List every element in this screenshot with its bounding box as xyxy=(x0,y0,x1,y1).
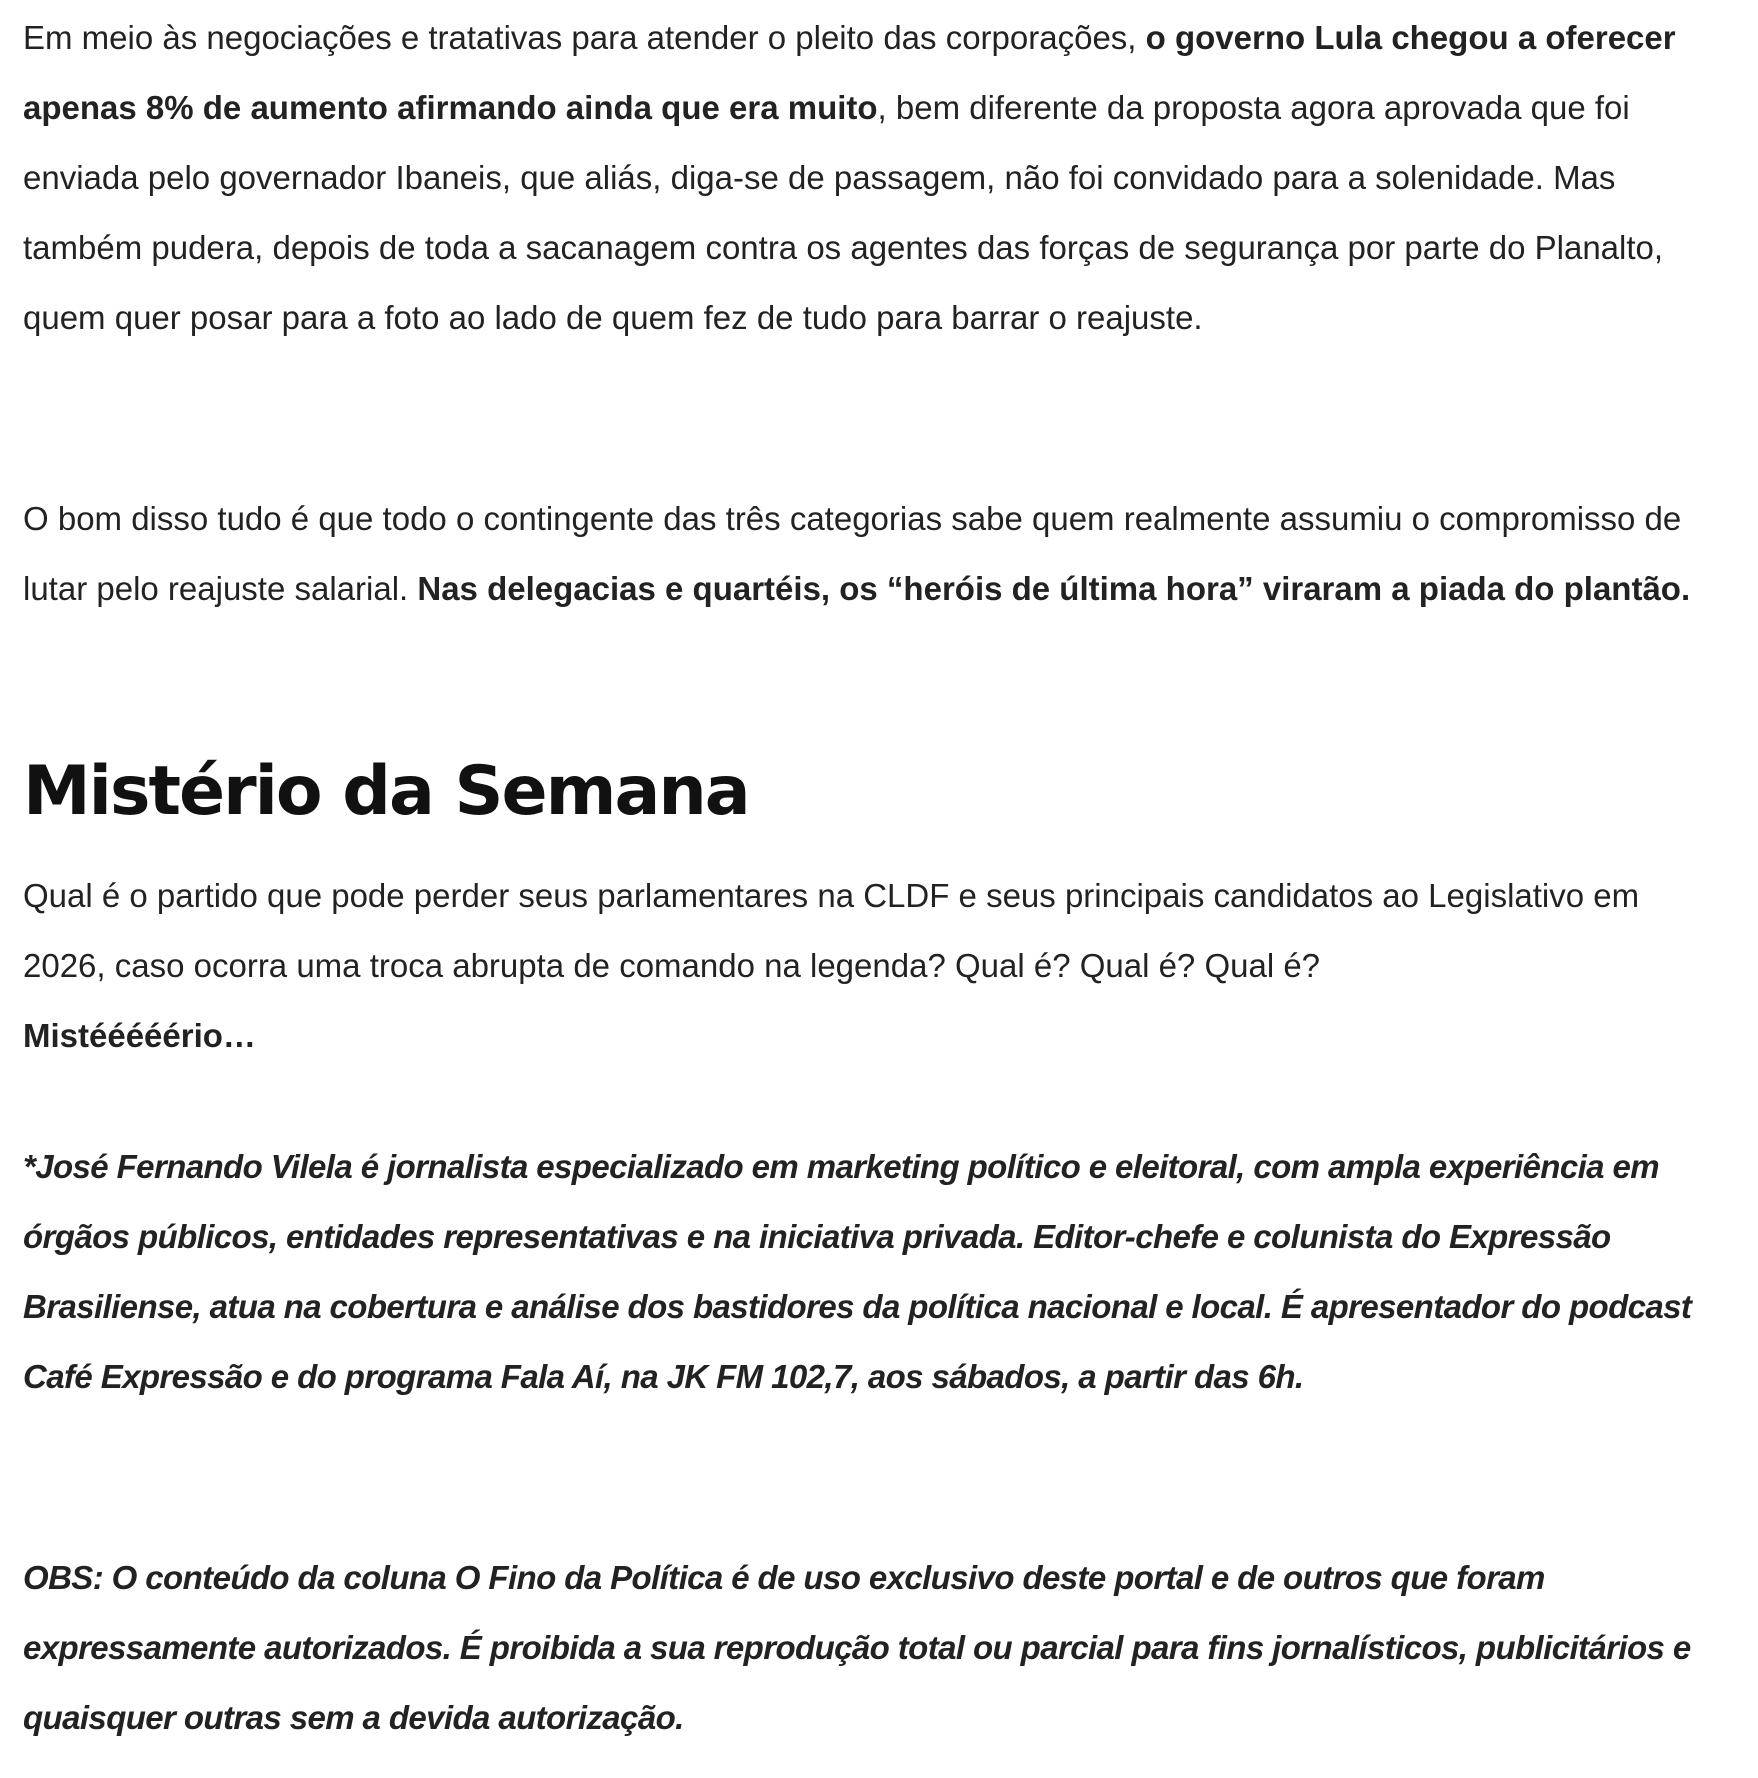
author-bio: *José Fernando Vilela é jornalista especializado em marketing político e eleitoral, com ampla experiência em órgãos públicos, entidades representativas e na iniciativa privada. Editor-chefe e colunista do Expressão Brasiliense, atua na cobertura e análise dos bastidores da política nacional e local. É apresentador do podcast Café Expressão e do programa Fala Aí, na JK FM 102,7, aos sábados, a partir das 6h. xyxy=(23,1148,1692,1395)
paragraph-bold-text: Nas delegacias e quartéis, os “heróis de última hora” viraram a piada do plantão. xyxy=(417,570,1691,607)
paragraph-bold-text: o governo Lula chegou a oferecer apenas 8% de aumento afirmando ainda que era muito xyxy=(23,19,1676,126)
paragraph-text: , bem diferente da proposta agora aprovada que foi enviada pelo governador Ibaneis, que aliás, diga-se de passagem, não foi convidado para a solenidade. Mas também pudera, depois de toda a sacanagem contra os agentes das forças de segurança por parte do Planalto, quem quer posar para a foto ao lado de quem fez de tudo para barrar o reajuste. xyxy=(23,89,1664,336)
mystery-exclamation: Mistééééério… xyxy=(23,1017,256,1054)
paragraph-text: Qual é o partido que pode perder seus parlamentares na CLDF e seus principais candidatos ao Legislativo em 2026, caso ocorra uma troca abrupta de comando na legenda? Qual é? Qual é? Qual é? xyxy=(23,877,1640,984)
paragraph-mystery xyxy=(23,861,1723,1071)
paragraph-text: Em meio às negociações e tratativas para atender o pleito das corporações, xyxy=(23,19,1146,56)
obs-notice: OBS: O conteúdo da coluna O Fino da Política é de uso exclusivo deste portal e de outros que foram expressamente autorizados. É proibida a sua reprodução total ou parcial para fins jornalísticos, publicitários e quaisquer outras sem a devida autorização. xyxy=(23,1559,1691,1736)
section-heading: Mistério da Semana xyxy=(23,752,749,831)
paragraph-negotiations xyxy=(23,3,1723,353)
paragraph-text: O bom disso tudo é que todo o contingente das três categorias sabe quem realmente assumiu o compromisso de lutar pelo reajuste salarial. xyxy=(23,500,1682,607)
paragraph-contingent xyxy=(23,484,1723,624)
